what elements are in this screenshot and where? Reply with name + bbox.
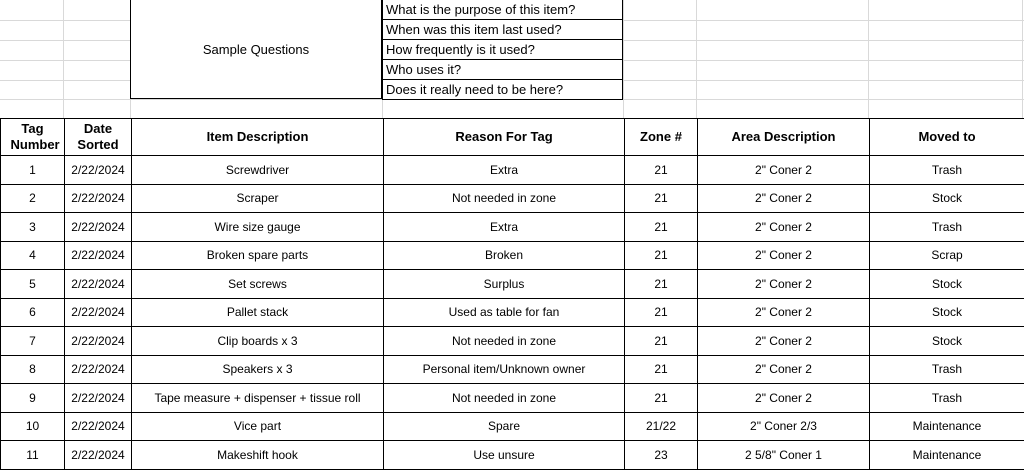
cell-reason-for-tag[interactable]: Not needed in zone (384, 184, 625, 213)
table-row (1, 213, 1024, 242)
cell-zone[interactable]: 21/22 (625, 412, 698, 441)
cell-item-description[interactable]: Clip boards x 3 (132, 327, 384, 356)
cell-item-description[interactable]: Scraper (132, 184, 384, 213)
header-area-description[interactable]: Area Description (698, 119, 870, 156)
cell-date-sorted[interactable]: 2/22/2024 (65, 241, 132, 270)
table-row (1, 327, 1024, 356)
cell-moved-to[interactable]: Trash (870, 355, 1024, 384)
cell-item-description[interactable]: Speakers x 3 (132, 355, 384, 384)
cell-reason-for-tag[interactable]: Not needed in zone (384, 384, 625, 413)
red-tag-log-table (0, 118, 1024, 470)
cell-tag-number[interactable]: 3 (1, 213, 65, 242)
cell-zone[interactable]: 21 (625, 327, 698, 356)
cell-zone[interactable]: 21 (625, 241, 698, 270)
question-cell[interactable]: Does it really need to be here? (383, 80, 622, 100)
cell-zone[interactable]: 21 (625, 213, 698, 242)
cell-zone[interactable]: 21 (625, 298, 698, 327)
table-row (1, 156, 1024, 185)
cell-zone[interactable]: 21 (625, 384, 698, 413)
cell-date-sorted[interactable]: 2/22/2024 (65, 355, 132, 384)
cell-moved-to[interactable]: Trash (870, 156, 1024, 185)
cell-item-description[interactable]: Wire size gauge (132, 213, 384, 242)
table-row (1, 355, 1024, 384)
question-cell[interactable]: What is the purpose of this item? (383, 0, 622, 20)
header-tag-number[interactable]: Tag Number (1, 119, 65, 156)
cell-moved-to[interactable]: Trash (870, 213, 1024, 242)
cell-tag-number[interactable]: 2 (1, 184, 65, 213)
cell-zone[interactable]: 21 (625, 270, 698, 299)
cell-date-sorted[interactable]: 2/22/2024 (65, 441, 132, 470)
cell-date-sorted[interactable]: 2/22/2024 (65, 156, 132, 185)
cell-date-sorted[interactable]: 2/22/2024 (65, 412, 132, 441)
header-zone[interactable]: Zone # (625, 119, 698, 156)
cell-area-description[interactable]: 2" Coner 2/3 (698, 412, 870, 441)
header-reason-for-tag[interactable]: Reason For Tag (384, 119, 625, 156)
cell-item-description[interactable]: Makeshift hook (132, 441, 384, 470)
header-moved-to[interactable]: Moved to (870, 119, 1024, 156)
header-item-description[interactable]: Item Description (132, 119, 384, 156)
table-row (1, 441, 1024, 470)
cell-moved-to[interactable]: Stock (870, 270, 1024, 299)
cell-reason-for-tag[interactable]: Spare (384, 412, 625, 441)
cell-tag-number[interactable]: 5 (1, 270, 65, 299)
cell-reason-for-tag[interactable]: Broken (384, 241, 625, 270)
cell-area-description[interactable]: 2" Coner 2 (698, 213, 870, 242)
cell-reason-for-tag[interactable]: Personal item/Unknown owner (384, 355, 625, 384)
cell-area-description[interactable]: 2 5/8" Coner 1 (698, 441, 870, 470)
cell-area-description[interactable]: 2" Coner 2 (698, 327, 870, 356)
header-row (1, 119, 1024, 156)
cell-date-sorted[interactable]: 2/22/2024 (65, 213, 132, 242)
cell-tag-number[interactable]: 10 (1, 412, 65, 441)
cell-reason-for-tag[interactable]: Surplus (384, 270, 625, 299)
header-date-sorted[interactable]: Date Sorted (65, 119, 132, 156)
cell-moved-to[interactable]: Stock (870, 184, 1024, 213)
cell-tag-number[interactable]: 9 (1, 384, 65, 413)
cell-zone[interactable]: 21 (625, 156, 698, 185)
sample-questions-list (382, 0, 623, 100)
cell-area-description[interactable]: 2" Coner 2 (698, 156, 870, 185)
sample-questions-label-cell[interactable] (130, 0, 382, 99)
table-row (1, 270, 1024, 299)
cell-item-description[interactable]: Vice part (132, 412, 384, 441)
cell-moved-to[interactable]: Maintenance (870, 441, 1024, 470)
table-row (1, 241, 1024, 270)
cell-reason-for-tag[interactable]: Use unsure (384, 441, 625, 470)
cell-moved-to[interactable]: Trash (870, 384, 1024, 413)
cell-item-description[interactable]: Tape measure + dispenser + tissue roll (132, 384, 384, 413)
cell-tag-number[interactable]: 7 (1, 327, 65, 356)
cell-tag-number[interactable]: 8 (1, 355, 65, 384)
cell-moved-to[interactable]: Scrap (870, 241, 1024, 270)
cell-area-description[interactable]: 2" Coner 2 (698, 184, 870, 213)
cell-tag-number[interactable]: 1 (1, 156, 65, 185)
cell-item-description[interactable]: Pallet stack (132, 298, 384, 327)
question-cell[interactable]: When was this item last used? (383, 20, 622, 40)
cell-date-sorted[interactable]: 2/22/2024 (65, 384, 132, 413)
cell-reason-for-tag[interactable]: Not needed in zone (384, 327, 625, 356)
cell-area-description[interactable]: 2" Coner 2 (698, 241, 870, 270)
cell-moved-to[interactable]: Stock (870, 298, 1024, 327)
table-row (1, 412, 1024, 441)
cell-item-description[interactable]: Broken spare parts (132, 241, 384, 270)
table-row (1, 298, 1024, 327)
sample-questions-label: Sample Questions (203, 42, 309, 57)
cell-date-sorted[interactable]: 2/22/2024 (65, 298, 132, 327)
cell-reason-for-tag[interactable]: Extra (384, 156, 625, 185)
cell-zone[interactable]: 21 (625, 355, 698, 384)
cell-moved-to[interactable]: Stock (870, 327, 1024, 356)
cell-date-sorted[interactable]: 2/22/2024 (65, 270, 132, 299)
cell-item-description[interactable]: Set screws (132, 270, 384, 299)
cell-tag-number[interactable]: 6 (1, 298, 65, 327)
cell-zone[interactable]: 21 (625, 184, 698, 213)
cell-area-description[interactable]: 2" Coner 2 (698, 298, 870, 327)
cell-area-description[interactable]: 2" Coner 2 (698, 384, 870, 413)
table-row (1, 184, 1024, 213)
cell-item-description[interactable]: Screwdriver (132, 156, 384, 185)
cell-moved-to[interactable]: Maintenance (870, 412, 1024, 441)
cell-area-description[interactable]: 2" Coner 2 (698, 270, 870, 299)
cell-tag-number[interactable]: 4 (1, 241, 65, 270)
cell-date-sorted[interactable]: 2/22/2024 (65, 327, 132, 356)
question-cell[interactable]: Who uses it? (383, 60, 622, 80)
cell-reason-for-tag[interactable]: Used as table for fan (384, 298, 625, 327)
table-row (1, 384, 1024, 413)
cell-date-sorted[interactable]: 2/22/2024 (65, 184, 132, 213)
cell-tag-number[interactable]: 11 (1, 441, 65, 470)
cell-area-description[interactable]: 2" Coner 2 (698, 355, 870, 384)
cell-zone[interactable]: 23 (625, 441, 698, 470)
question-cell[interactable]: How frequently is it used? (383, 40, 622, 60)
cell-reason-for-tag[interactable]: Extra (384, 213, 625, 242)
